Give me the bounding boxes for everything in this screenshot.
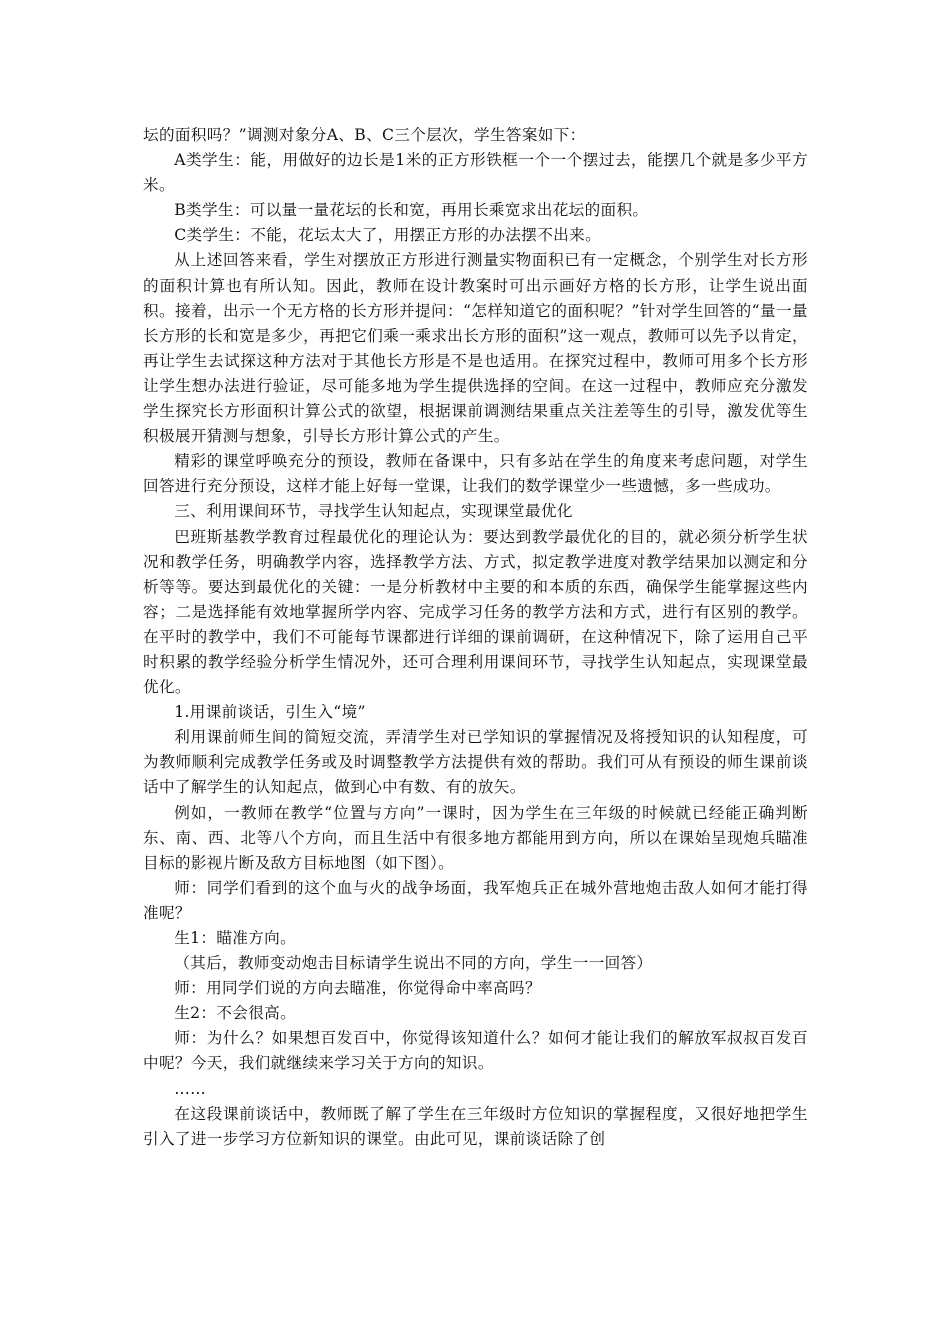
dialogue-student-2: 生2：不会很高。 <box>174 1004 297 1023</box>
subheading-1: 1.用课前谈话，引生入“境” <box>174 703 366 722</box>
paragraph-preset: 精彩的课堂呼唤充分的预设，教师在备课中，只有多站在学生的角度来考虑问题，对学生回答进行充分预设，这样才能上好每一堂课，让我们的数学课堂少一些遗憾，多一些成功。 <box>143 452 808 496</box>
section-heading-3: 三、利用课间环节，寻找学生认知起点，实现课堂最优化 <box>174 502 573 521</box>
dialogue-teacher-3: 师：为什么？如果想百发百中，你觉得该知道什么？如何才能让我们的解放军叔叔百发百中呢？今天，我们就继续来学习关于方向的知识。 <box>143 1029 808 1073</box>
document-page <box>143 123 808 1152</box>
paragraph-analysis: 从上述回答来看，学生对摆放正方形进行测量实物面积已有一定概念，个别学生对长方形的面积计算也有所认知。因此，教师在设计教案时可出示画好方格的长方形，让学生说出面积。接着，出示一个无方格的长方形并提问：“怎样知道它的面积呢？”针对学生回答的“量一量长方形的长和宽是多少，再把它们乘一乘求出长方形的面积”这一观点，教师可以先予以肯定，再让学生去试探这种方法对于其他长方形是不是也适用。在探究过程中，教师可用多个长方形让学生想办法进行验证，尽可能多地为学生提供选择的空间。在这一过程中，教师应充分激发学生探究长方形面积计算公式的欲望，根据课前调测结果重点关注差等生的引导，激发优等生积极展开猜测与想象，引导长方形计算公式的产生。 <box>143 251 808 446</box>
paragraph-student-b: B类学生：可以量一量花坛的长和宽，再用长乘宽求出花坛的面积。 <box>174 201 649 220</box>
paragraph-example: 例如，一教师在教学“位置与方向”一课时，因为学生在三年级的时候就已经能正确判断东、南、西、北等八个方向，而且生活中有很多地方都能用到方向，所以在课始呈现炮兵瞄准目标的影视片断及敌方目标地图（如下图）。 <box>143 803 808 872</box>
paragraph-conclusion: 在这段课前谈话中，教师既了解了学生在三年级时方位知识的掌握程度，又很好地把学生引入了进一步学习方位新知识的课堂。由此可见，课前谈话除了创 <box>143 1104 808 1148</box>
paragraph-continuation: 坛的面积吗？”调测对象分A、B、C三个层次，学生答案如下： <box>143 126 586 144</box>
paragraph-babansky: 巴班斯基教学教育过程最优化的理论认为：要达到教学最优化的目的，就必须分析学生状况和教学任务，明确教学内容，选择教学方法、方式，拟定教学进度对教学结果加以测定和分析等等。要达到最优化的关键：一是分析教材中主要的和本质的东西，确保学生能掌握这些内容；二是选择能有效地掌握所学内容、完成学习任务的教学方法和方式，进行有区别的教学。在平时的教学中，我们不可能每节课都进行详细的课前调研，在这种情况下，除了运用自己平时积累的教学经验分析学生情况外，还可合理利用课间环节，寻找学生认知起点，实现课堂最优化。 <box>143 527 808 697</box>
ellipsis: …… <box>174 1079 207 1098</box>
paragraph-pre-class-talk: 利用课前师生间的简短交流，弄清学生对已学知识的掌握情况及将授知识的认知程度，可为教师顺利完成教学任务或及时调整教学方法提供有效的帮助。我们可从有预设的师生课前谈话中了解学生的认知起点，做到心中有数、有的放矢。 <box>143 728 808 797</box>
dialogue-teacher-1: 师：同学们看到的这个血与火的战争场面，我军炮兵正在城外营地炮击敌人如何才能打得准呢？ <box>143 878 808 922</box>
dialogue-teacher-2: 师：用同学们说的方向去瞄准，你觉得命中率高吗？ <box>174 979 541 998</box>
paragraph-student-c: C类学生：不能，花坛太大了，用摆正方形的办法摆不出来。 <box>174 226 602 245</box>
dialogue-note: （其后，教师变动炮击目标请学生说出不同的方向，学生一一回答） <box>174 954 653 973</box>
dialogue-student-1: 生1：瞄准方向。 <box>174 929 297 947</box>
paragraph-student-a: A类学生：能，用做好的边长是1米的正方形铁框一个一个摆过去，能摆几个就是多少平方米。 <box>143 151 808 195</box>
